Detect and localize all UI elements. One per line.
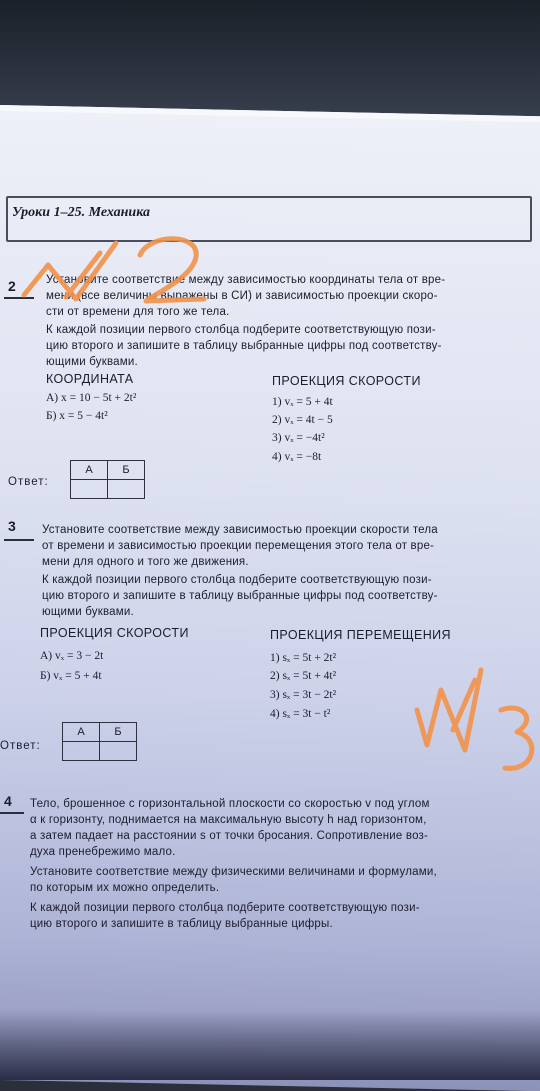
answer-cell-b[interactable] <box>108 480 145 499</box>
task-2-right-item: 3) vₓ = −4t² <box>272 432 325 444</box>
task-3-right-item: 2) sₓ = 5t + 4t² <box>270 670 337 682</box>
task-2-left-item: Б) x = 5 − 4t² <box>46 410 108 422</box>
task-2-text-line: цию второго и запишите в таблицу выбранные цифры под соответству- <box>46 340 442 352</box>
task-4-text-line: Тело, брошенное с горизонтальной плоскости со скоростью v под углом <box>30 798 430 810</box>
task-3-left-header: ПРОЕКЦИЯ СКОРОСТИ <box>40 626 189 640</box>
task-3-text-line: мени для одного и того же движения. <box>42 556 249 568</box>
task-3-answer-table <box>62 722 137 761</box>
task-3-text-line: цию второго и запишите в таблицу выбранные цифры под соответству- <box>42 590 438 602</box>
background-dark-bottom <box>0 1010 540 1080</box>
task-3-text-line: ющими буквами. <box>42 606 134 618</box>
task-3-right-item: 3) sₓ = 3t − 2t² <box>270 689 337 701</box>
task-2-number: 2 <box>8 278 16 294</box>
task-3-text-line: от времени и зависимостью проекции перемещения этого тела от вре- <box>42 540 435 552</box>
answer-col-header: А <box>63 723 100 742</box>
task-4-text-line: духа пренебрежимо мало. <box>30 846 176 858</box>
task-2-right-item: 1) vₓ = 5 + 4t <box>272 396 333 408</box>
answer-col-header: Б <box>108 461 145 480</box>
answer-cell-a[interactable] <box>63 742 100 761</box>
task-2-text-line: мени (все величины выражены в СИ) и зависимостью проекции скоро- <box>46 290 438 302</box>
task-2-right-item: 2) vₓ = 4t − 5 <box>272 414 333 426</box>
task-4-number: 4 <box>4 793 12 809</box>
task-2-text-line: К каждой позиции первого столбца подберите соответствующую пози- <box>46 324 436 336</box>
task-4-text-line: Установите соответствие между физическими величинами и формулами, <box>30 866 437 878</box>
task-4-text-line: α к горизонту, поднимается на максимальную высоту h над горизонтом, <box>30 814 427 826</box>
task-3-number: 3 <box>8 518 16 534</box>
handwritten-mark-task-3 <box>405 650 540 780</box>
task-3-right-header: ПРОЕКЦИЯ ПЕРЕМЕЩЕНИЯ <box>270 628 451 642</box>
task-4-text-line: цию второго и запишите в таблицу выбранные цифры. <box>30 918 333 930</box>
task-3-left-item: А) vₓ = 3 − 2t <box>40 650 104 662</box>
task-2-text-line: ющими буквами. <box>46 356 138 368</box>
task-4-text-line: а затем падает на расстоянии s от точки бросания. Сопротивление воз- <box>30 830 429 842</box>
task-2-text-line: сти от времени для того же тела. <box>46 306 230 318</box>
task-3-text-line: Установите соответствие между зависимостью проекции скорости тела <box>42 524 438 536</box>
task-2-right-item: 4) vₓ = −8t <box>272 451 322 463</box>
task-2-answer-table <box>70 460 145 499</box>
task-2-text-line: Установите соответствие между зависимостью координаты тела от вре- <box>46 274 446 286</box>
task-2-left-item: А) x = 10 − 5t + 2t² <box>46 392 137 404</box>
answer-col-header: Б <box>100 723 137 742</box>
task-3-right-item: 1) sₓ = 5t + 2t² <box>270 652 337 664</box>
section-title: Уроки 1–25. Механика <box>12 205 150 220</box>
task-2-answer-label: Ответ: <box>8 476 49 488</box>
task-3-answer-label: Ответ: <box>0 740 41 752</box>
task-2-right-header: ПРОЕКЦИЯ СКОРОСТИ <box>272 374 421 388</box>
task-4-rule <box>0 812 24 814</box>
answer-cell-a[interactable] <box>71 480 108 499</box>
task-3-left-item: Б) vₓ = 5 + 4t <box>40 670 102 682</box>
task-3-rule <box>4 539 34 541</box>
task-2-left-header: КООРДИНАТА <box>46 372 134 386</box>
task-3-right-item: 4) sₓ = 3t − t² <box>270 708 331 720</box>
task-3-text-line: К каждой позиции первого столбца подберите соответствующую пози- <box>42 574 432 586</box>
answer-col-header: А <box>71 461 108 480</box>
answer-cell-b[interactable] <box>100 742 137 761</box>
task-4-text-line: по которым их можно определить. <box>30 882 220 894</box>
task-2-rule <box>4 297 34 299</box>
task-4-text-line: К каждой позиции первого столбца подберите соответствующую пози- <box>30 902 420 914</box>
